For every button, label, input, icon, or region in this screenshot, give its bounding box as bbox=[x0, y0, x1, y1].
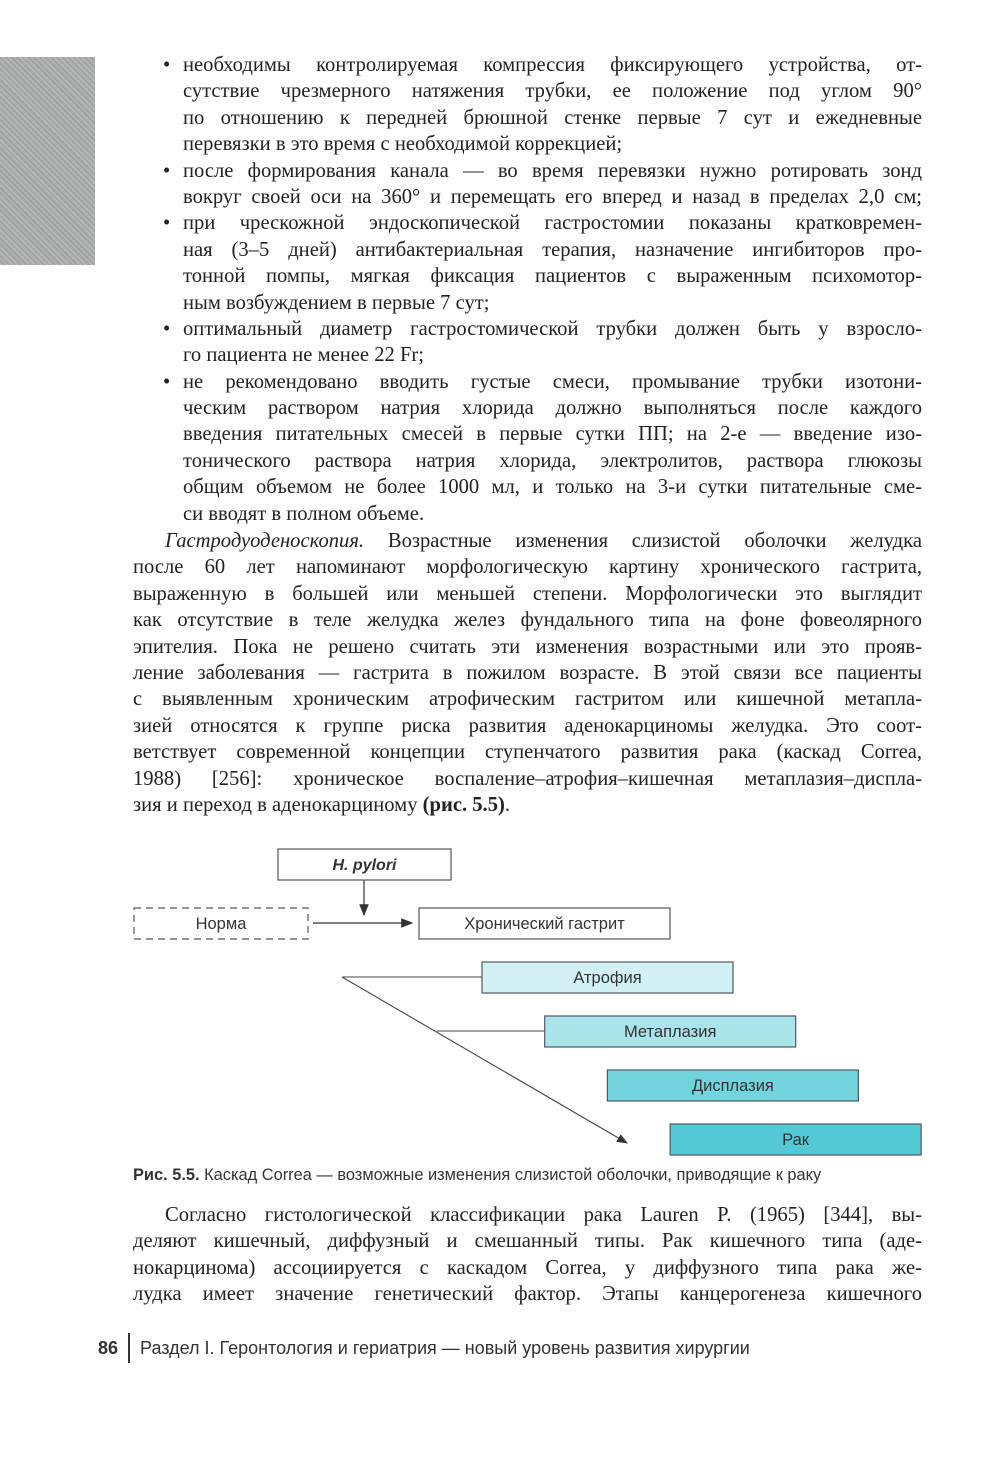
stage-label: Атрофия bbox=[573, 969, 642, 987]
hpylori-box bbox=[278, 849, 451, 880]
text-line: после 60 лет напоминают морфологическую картину хронического гастрита, bbox=[133, 556, 922, 579]
text-line: вокруг своей оси на 360° и перемещать его вперед и назад в пределах 2,0 см; bbox=[183, 185, 922, 208]
stage-label: Дисплазия bbox=[691, 1077, 774, 1095]
text-line: при чрескожной эндоскопической гастростомии показаны кратковремен- bbox=[183, 212, 922, 235]
text-line: си вводят в полном объеме. bbox=[183, 502, 425, 525]
progression-arrow bbox=[342, 977, 627, 1143]
hpylori-label: H. pylori bbox=[332, 857, 397, 874]
text-line: выраженную в большей или меньшей степени. Морфологически это выглядит bbox=[133, 582, 922, 605]
text-line: тонной помпы, мягкая фиксация пациентов с выраженным психомотор- bbox=[183, 265, 922, 288]
italic-term: Гастродуоденоскопия. bbox=[165, 530, 365, 552]
text-line: ным возбуждением в первые 7 сут; bbox=[183, 291, 490, 314]
bullet-icon: • bbox=[163, 212, 171, 235]
text-line: общим объемом не более 1000 мл, и только на 3-и сутки питательные сме- bbox=[183, 476, 922, 499]
text-line: зией относятся к группе риска развития аденокарциномы желудка. Это соот- bbox=[133, 714, 922, 737]
text-line: Согласно гистологической классификации рака Lauren P. (1965) [344], вы- bbox=[165, 1204, 922, 1226]
text-line: не рекомендовано вводить густые смеси, промывание трубки изотони- bbox=[183, 370, 922, 393]
text-line: перевязки в это время с необходимой коррекцией; bbox=[183, 133, 623, 156]
bullet-icon: • bbox=[163, 159, 171, 182]
figure-reference: (рис. 5.5) bbox=[422, 793, 505, 816]
text-line: введения питательных смесей в первые сутки ПП; на 2-е — введение изо- bbox=[183, 423, 922, 446]
bullet-icon: • bbox=[163, 54, 171, 76]
text-line: 1988) [256]: хроническое воспаление–атрофия–кишечная метаплазия–диспла- bbox=[133, 767, 922, 790]
caption-number: Рис. 5.5. bbox=[133, 1166, 200, 1184]
text-line: нокарцинома) ассоциируется с каскадом Correa, у диффузного типа рака же- bbox=[133, 1256, 922, 1279]
text-line: го пациента не менее 22 Fr; bbox=[183, 344, 424, 367]
footer-divider bbox=[128, 1333, 130, 1363]
text-line: лудка имеет значение генетический фактор. Этапы канцерогенеза кишечного bbox=[133, 1283, 922, 1306]
paragraph-lauren bbox=[133, 1202, 922, 1308]
norma-label: Норма bbox=[195, 915, 247, 933]
stage-box-0 bbox=[482, 962, 733, 993]
text-line: оптимальный диаметр гастростомической трубки должен быть у взросло- bbox=[183, 317, 922, 340]
text-line: ческим раствором натрия хлорида должно выполняться после каждого bbox=[183, 397, 922, 420]
text-span: Возрастные изменения слизистой оболочки желудка bbox=[364, 530, 922, 552]
stage-box-2 bbox=[607, 1070, 858, 1101]
text-span: . bbox=[504, 793, 511, 816]
stage-box-3 bbox=[670, 1124, 921, 1155]
figure-caption bbox=[133, 1166, 922, 1185]
running-footer-title: Раздел I. Геронтология и гериатрия — новый уровень развития хирургии bbox=[140, 1337, 750, 1358]
bullet-icon: • bbox=[163, 317, 171, 340]
stage-label: Метаплазия bbox=[624, 1023, 717, 1041]
text-line: тонического раствора натрия хлорида, электролитов, раствора глюкозы bbox=[183, 449, 922, 472]
text-line: с выявленным хроническим атрофическим гастритом или кишечной метапла- bbox=[133, 688, 922, 711]
text-span: зия и переход в аденокарциному bbox=[133, 793, 423, 816]
text-line: ление заболевания — гастрита в пожилом возрасте. В этой связи все пациенты bbox=[133, 661, 922, 684]
gastritis-label: Хронический гастрит bbox=[464, 915, 625, 933]
text-line: сутствие чрезмерного натяжения трубки, ее положение под углом 90° bbox=[183, 80, 922, 103]
text-line: эпителия. Пока не решено считать эти изменения возрастными или это прояв- bbox=[133, 635, 922, 658]
text-line: как отсутствие в теле желудка желез фундального типа на фоне фовеолярного bbox=[133, 609, 922, 632]
text-line: ная (3–5 дней) антибактериальная терапия, назначение ингибиторов про- bbox=[183, 238, 922, 261]
stage-label: Рак bbox=[782, 1131, 810, 1149]
text-line: по отношению к передней брюшной стенке первые 7 сут и ежедневные bbox=[183, 106, 922, 129]
gastritis-box bbox=[419, 908, 670, 939]
caption-text: Каскад Correa — возможные изменения слизистой оболочки, приводящие к раку bbox=[199, 1166, 822, 1184]
text-line: необходимы контролируемая компрессия фиксирующего устройства, от- bbox=[183, 54, 922, 76]
norma-box bbox=[134, 908, 308, 939]
bullet-icon: • bbox=[163, 370, 171, 393]
page-footer bbox=[98, 1333, 750, 1363]
text-line: после формирования канала — во время перевязки нужно ротировать зонд bbox=[183, 159, 922, 182]
text-line: деляют кишечный, диффузный и смешанный типы. Рак кишечного типа (аде- bbox=[133, 1230, 922, 1253]
text-line: ветствует современной концепции ступенчатого развития рака (каскад Correa, bbox=[133, 741, 922, 764]
stage-box-1 bbox=[545, 1016, 796, 1047]
page-number: 86 bbox=[98, 1337, 119, 1358]
